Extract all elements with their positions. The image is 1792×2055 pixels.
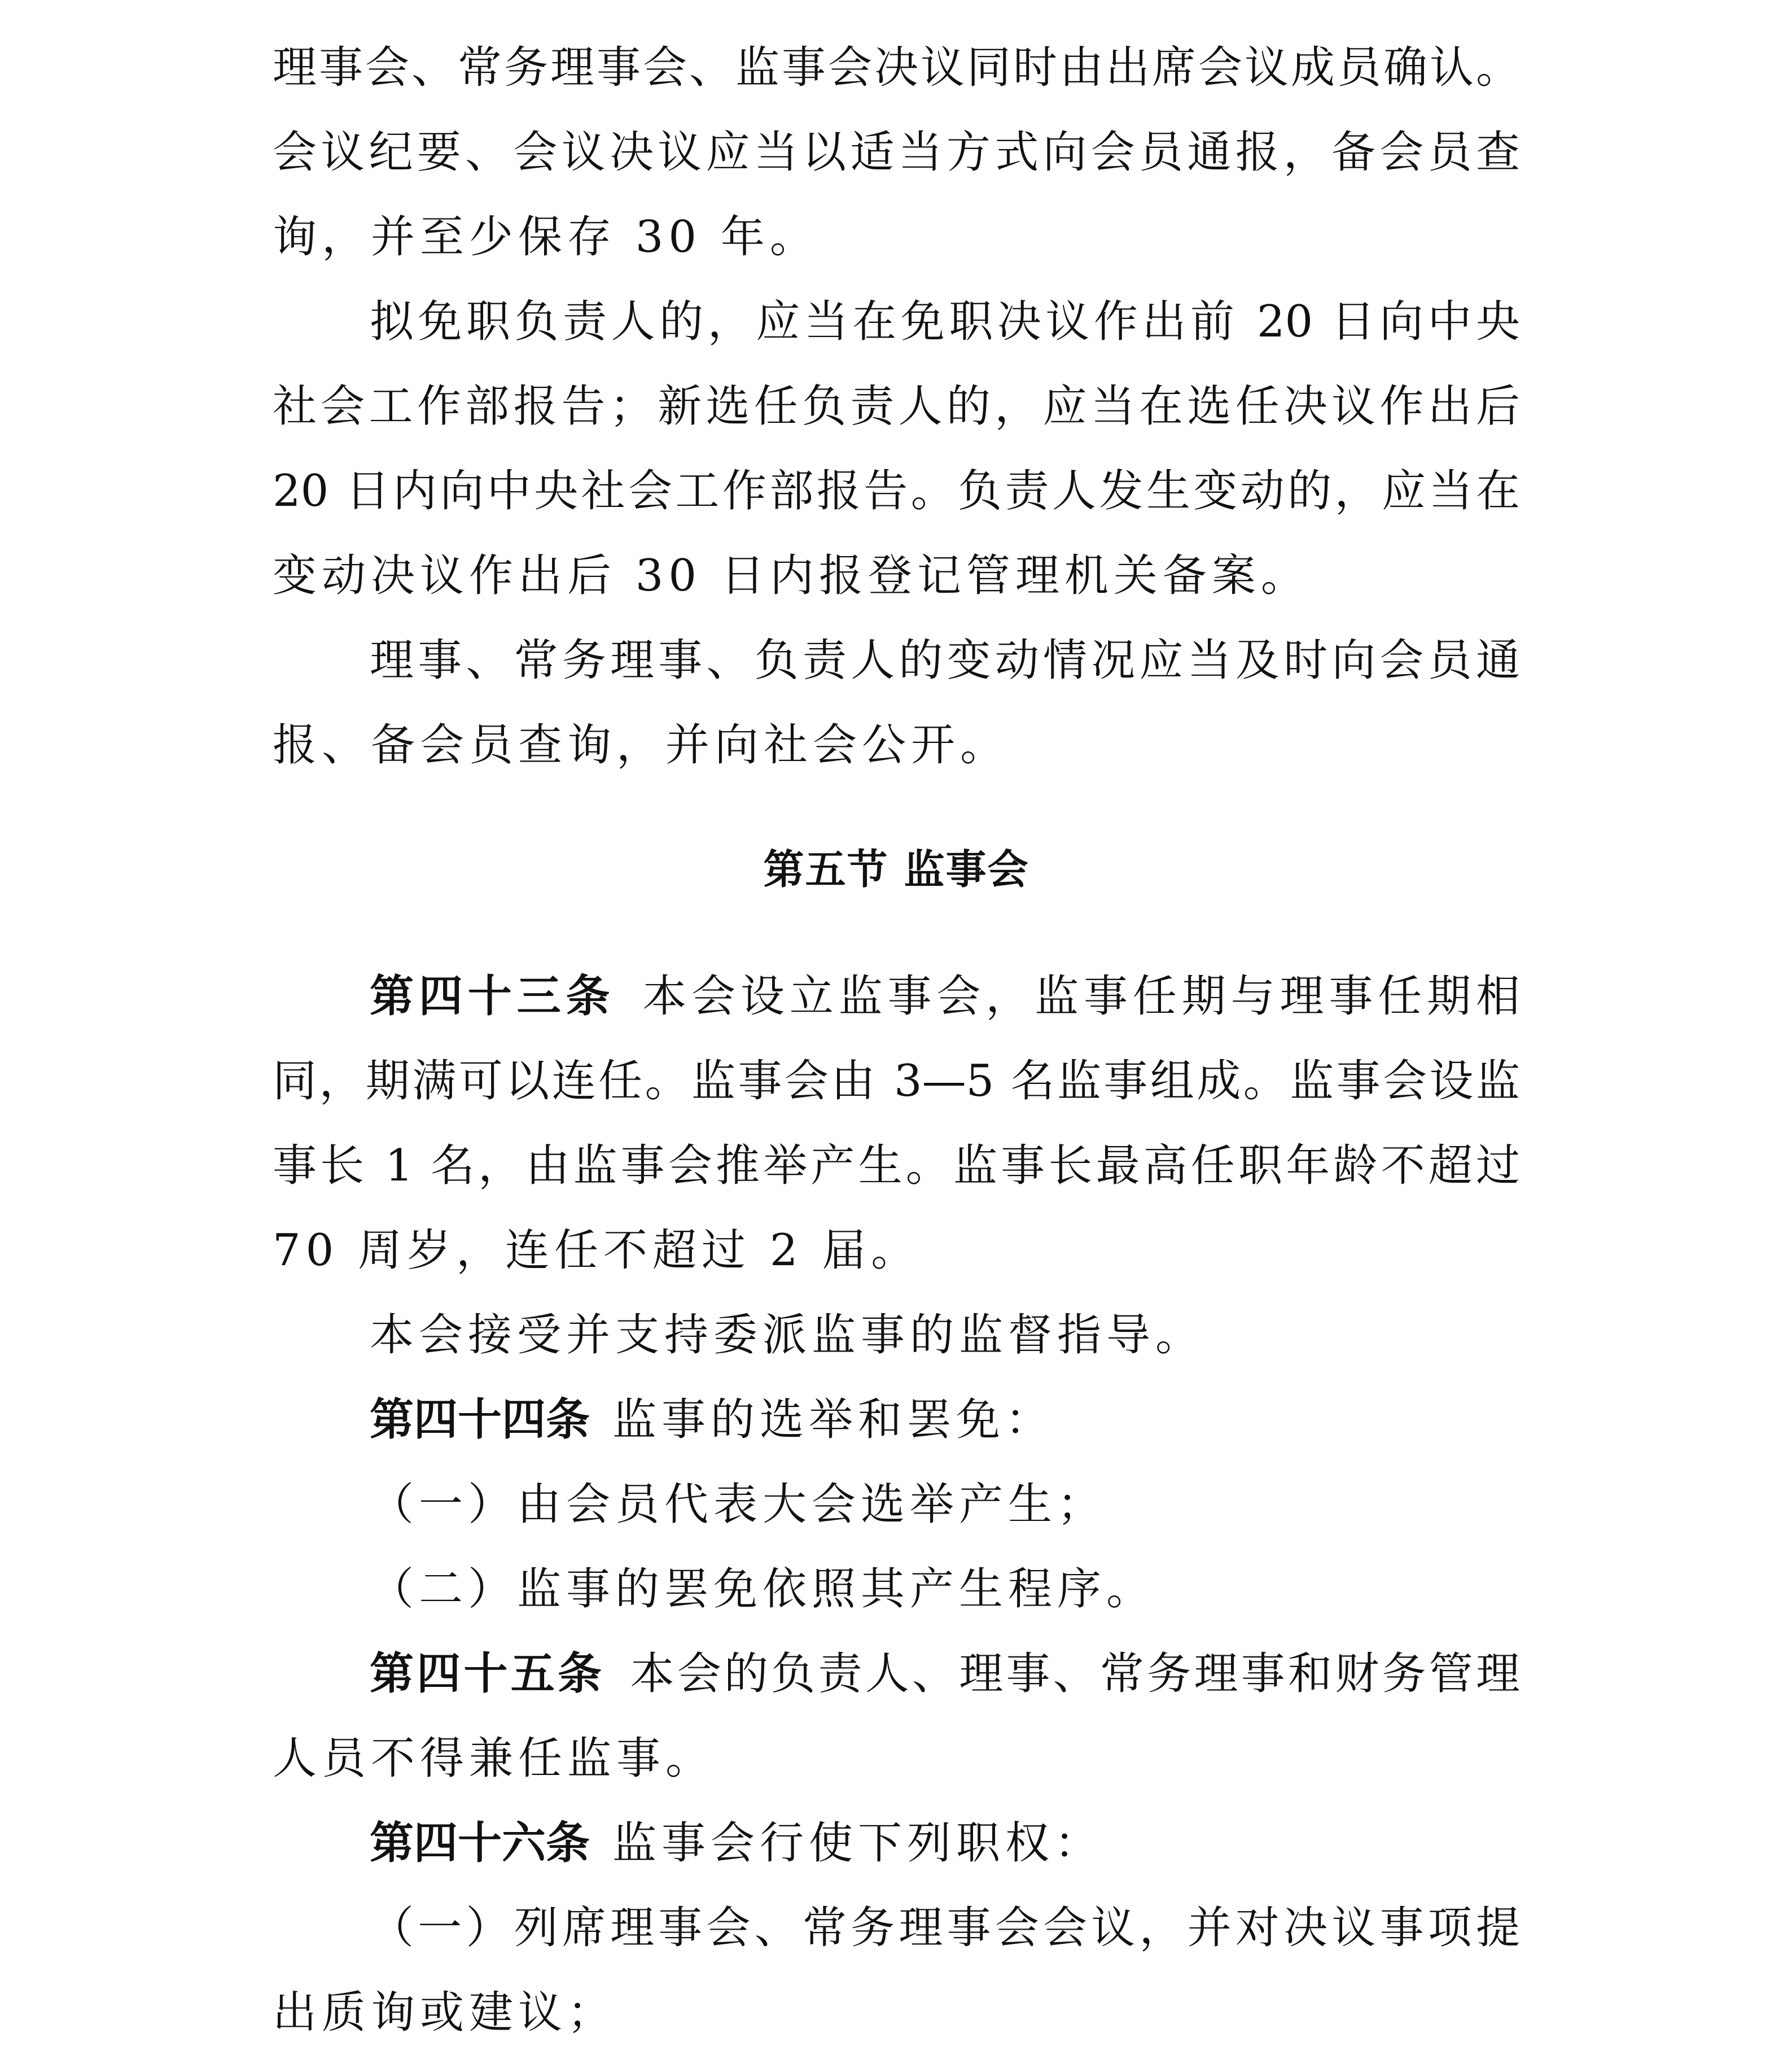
article-43-supplement: 本会接受并支持委派监事的监督指导。 — [370, 1310, 1205, 1361]
article-45-label: 第四十五条 — [370, 1649, 605, 1699]
article-43-line-2: 同，期满可以连任。监事会由 3—5 名监事组成。监事会设监 — [273, 1056, 1520, 1107]
article-46-item-1: （一）列席理事会、常务理事会会议，并对决议事项提 — [370, 1903, 1520, 1953]
article-44-item-2: （二）监事的罢免依照其产生程序。 — [370, 1564, 1156, 1615]
paragraph-1-line-3: 询，并至少保存 30 年。 — [273, 212, 819, 263]
paragraph-3-line-1: 理事、常务理事、负责人的变动情况应当及时向会员通 — [370, 635, 1520, 686]
article-45-line-2: 人员不得兼任监事。 — [273, 1733, 715, 1784]
article-44-text: 监事的选举和罢免： — [612, 1394, 1055, 1445]
section-heading: 第五节 监事会 — [763, 846, 1029, 893]
paragraph-1-line-1: 理事会、常务理事会、监事会决议同时由出席会议成员确认。 — [273, 42, 1520, 93]
article-46-line — [370, 1801, 1103, 1886]
paragraph-2-line-3: 20 日内向中央社会工作部报告。负责人发生变动的，应当在 — [273, 466, 1520, 517]
paragraph-2-line-2: 社会工作部报告；新选任负责人的，应当在选任决议作出后 — [273, 381, 1520, 432]
article-46-label: 第四十六条 — [370, 1818, 590, 1869]
paragraph-2-line-1: 拟免职负责人的，应当在免职决议作出前 20 日向中央 — [370, 296, 1520, 347]
article-46-text: 监事会行使下列职权： — [612, 1818, 1104, 1869]
article-43-line-4: 70 周岁，连任不超过 2 届。 — [273, 1225, 921, 1276]
article-44-label: 第四十四条 — [370, 1394, 590, 1445]
article-46-item-1-continued: 出质询或建议； — [273, 1987, 617, 2038]
article-45-text: 本会的负责人、理事、常务理事和财务管理 — [627, 1649, 1520, 1699]
article-43-line-1 — [370, 954, 1520, 1039]
article-44-item-1: （一）由会员代表大会选举产生； — [370, 1479, 1107, 1530]
article-44-line — [370, 1378, 1054, 1462]
document-page — [273, 0, 1520, 2038]
paragraph-2-line-4: 变动决议作出后 30 日内报登记管理机关备案。 — [273, 550, 1310, 601]
paragraph-1-line-2: 会议纪要、会议决议应当以适当方式向会员通报，备会员查 — [273, 127, 1520, 178]
article-45-line-1 — [370, 1632, 1520, 1716]
article-43-label: 第四十三条 — [370, 971, 615, 1022]
paragraph-3-line-2: 报、备会员查询，并向社会公开。 — [273, 720, 1010, 771]
article-43-text: 本会设立监事会，监事任期与理事任期相 — [637, 971, 1520, 1022]
article-43-line-3: 事长 1 名，由监事会推举产生。监事长最高任职年龄不超过 — [273, 1140, 1520, 1191]
